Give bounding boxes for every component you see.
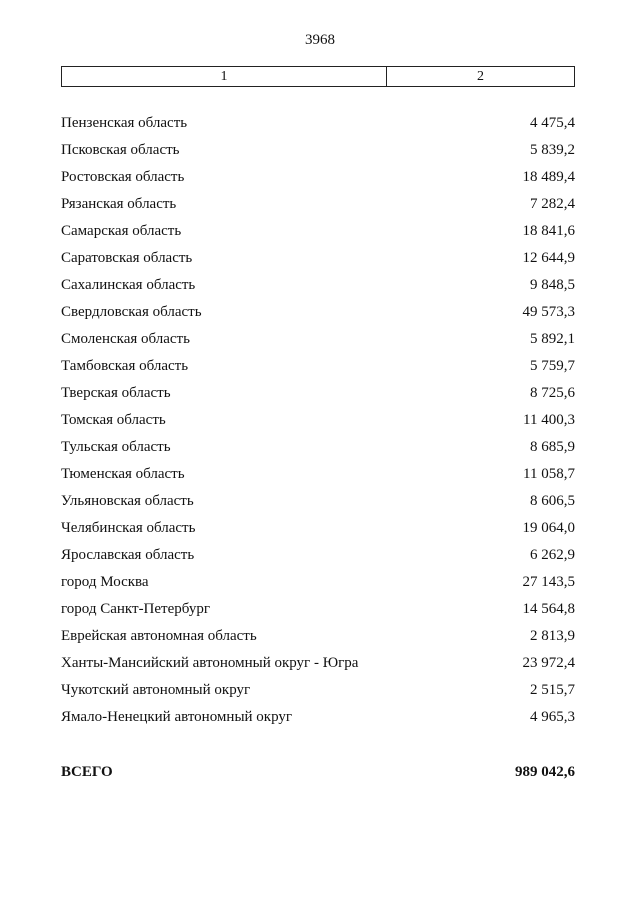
table-row: [61, 299, 575, 326]
region-value: 5 759,7: [530, 358, 575, 374]
region-value: 18 489,4: [522, 169, 575, 185]
region-name: Саратовская область: [61, 250, 193, 266]
column-header-1: 1: [62, 67, 387, 86]
table-row: [61, 650, 575, 677]
region-name: Ямало-Ненецкий автономный округ: [61, 709, 293, 725]
region-value: 49 573,3: [522, 304, 575, 320]
table-row: [61, 353, 575, 380]
table-row: [61, 380, 575, 407]
table-row: [61, 272, 575, 299]
table-row: [61, 596, 575, 623]
table-row: [61, 434, 575, 461]
region-name: Тульская область: [61, 439, 171, 455]
total-label: ВСЕГО: [61, 763, 113, 780]
region-value: 18 841,6: [522, 223, 575, 239]
region-value: 9 848,5: [530, 277, 575, 293]
region-name: Томская область: [61, 412, 166, 428]
region-value: 2 515,7: [530, 682, 575, 698]
table-row: [61, 164, 575, 191]
region-name: Ростовская область: [61, 169, 185, 185]
region-value: 5 892,1: [530, 331, 575, 347]
region-name: Свердловская область: [61, 304, 202, 320]
table-row: [61, 110, 575, 137]
region-name: Тюменская область: [61, 466, 185, 482]
region-name: Рязанская область: [61, 196, 177, 212]
table-row: [61, 245, 575, 272]
table-row: [61, 137, 575, 164]
region-name: город Санкт-Петербург: [61, 601, 210, 617]
table-row: [61, 542, 575, 569]
region-value: 11 058,7: [523, 466, 575, 482]
table-row: [61, 569, 575, 596]
table-row: [61, 488, 575, 515]
region-name: Сахалинская область: [61, 277, 196, 293]
region-name: Челябинская область: [61, 520, 196, 536]
region-value: 23 972,4: [522, 655, 575, 671]
region-value: 19 064,0: [522, 520, 575, 536]
region-value: 8 685,9: [530, 439, 575, 455]
region-name: Еврейская автономная область: [61, 628, 257, 644]
region-name: Тамбовская область: [61, 358, 189, 374]
table-row: [61, 704, 575, 731]
region-name: город Москва: [61, 574, 149, 590]
region-value: 4 965,3: [530, 709, 575, 725]
column-header-table: [61, 66, 575, 87]
total-row: [61, 760, 575, 784]
page-number: 3968: [305, 32, 335, 48]
region-value: 27 143,5: [522, 574, 575, 590]
table-row: [61, 218, 575, 245]
region-name: Смоленская область: [61, 331, 190, 347]
table-row: [61, 677, 575, 704]
region-value: 8 725,6: [530, 385, 575, 401]
region-name: Самарская область: [61, 223, 182, 239]
table-row: [61, 326, 575, 353]
table-row: [61, 461, 575, 488]
region-value: 2 813,9: [530, 628, 575, 644]
region-value: 8 606,5: [530, 493, 575, 509]
region-value: 4 475,4: [530, 115, 575, 131]
table-row: [61, 623, 575, 650]
column-header-2: 2: [477, 68, 484, 84]
table-row: [61, 407, 575, 434]
region-name: Чукотский автономный округ: [61, 682, 251, 698]
region-name: Ульяновская область: [61, 493, 194, 509]
region-name: Ханты-Мансийский автономный округ - Югра: [61, 655, 359, 671]
region-value: 7 282,4: [530, 196, 575, 212]
region-name: Тверская область: [61, 385, 171, 401]
table-row: [61, 191, 575, 218]
region-list: [61, 110, 575, 731]
region-name: Псковская область: [61, 142, 180, 158]
region-value: 14 564,8: [522, 601, 575, 617]
region-name: Пензенская область: [61, 115, 188, 131]
total-value: 989 042,6: [515, 763, 575, 780]
region-value: 11 400,3: [523, 412, 575, 428]
region-value: 6 262,9: [530, 547, 575, 563]
table-row: [61, 515, 575, 542]
region-value: 12 644,9: [522, 250, 575, 266]
region-value: 5 839,2: [530, 142, 575, 158]
region-name: Ярославская область: [61, 547, 195, 563]
